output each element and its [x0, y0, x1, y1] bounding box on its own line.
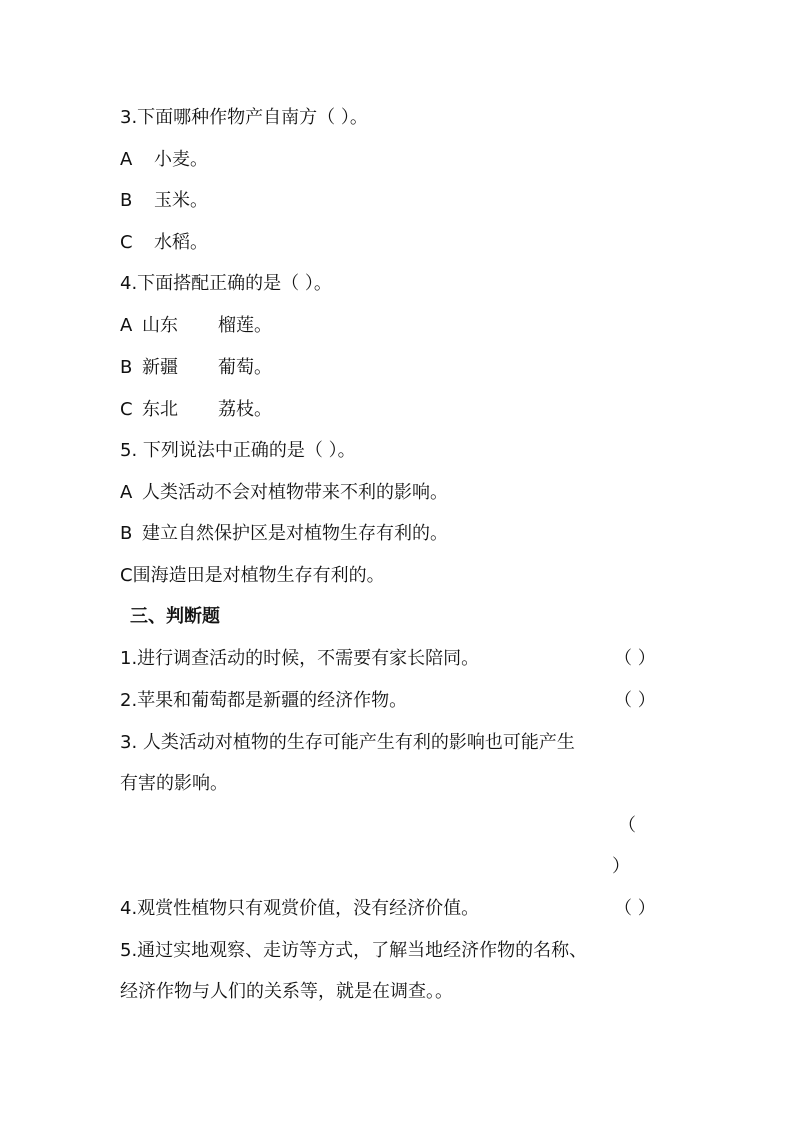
question-5-option-c [120, 564, 385, 588]
question-3-stem: 3.下面哪种作物产自南方（ ）。 [120, 107, 368, 128]
question-5-option-b [120, 522, 448, 546]
judgement-2-text: 2.苹果和葡萄都是新疆的经济作物。 [120, 690, 408, 711]
question-4-option-c [120, 398, 272, 422]
question-4-option-b [120, 356, 272, 380]
question-5-stem: 5. 下列说法中正确的是（ ）。 [120, 440, 356, 461]
option-text: 葡萄。 [218, 357, 272, 378]
question-5-option-a [120, 481, 448, 505]
option-region: 新疆 [142, 357, 178, 378]
section-heading: 三、判断题 [130, 606, 220, 627]
judgement-4-text: 4.观赏性植物只有观赏价值，没有经济价值。 [120, 898, 480, 919]
question-3-option-b [120, 189, 208, 213]
judgement-3-paren-close: ） [612, 856, 630, 877]
option-letter: A [120, 315, 133, 336]
judgement-3-paren-open: （ [618, 815, 636, 836]
judgement-5-text-line1: 5.通过实地观察、走访等方式，了解当地经济作物的名称、 [120, 940, 588, 961]
judgement-2-answer-paren: （ ） [614, 690, 656, 711]
option-letter: C [120, 232, 133, 253]
option-text: 围海造田是对植物生存有利的。 [132, 565, 385, 586]
judgement-1-text: 1.进行调查活动的时候，不需要有家长陪同。 [120, 648, 480, 669]
option-text: 人类活动不会对植物带来不利的影响。 [142, 482, 448, 503]
judgement-5-text-line2: 经济作物与人们的关系等，就是在调查。。 [120, 981, 453, 1002]
option-region: 山东 [142, 315, 178, 336]
option-letter: B [120, 523, 133, 544]
question-3-option-a [120, 148, 208, 172]
option-region: 东北 [142, 399, 178, 420]
option-letter: A [120, 149, 133, 170]
option-text: 玉米。 [154, 190, 208, 211]
option-text: 小麦。 [154, 149, 208, 170]
option-letter: A [120, 482, 133, 503]
judgement-1-answer-paren: （ ） [614, 648, 656, 669]
judgement-3-text-line2: 有害的影响。 [120, 773, 228, 794]
option-letter: B [120, 190, 133, 211]
option-letter: C [120, 399, 133, 420]
question-4-option-a [120, 314, 272, 338]
option-letter: C [120, 565, 133, 586]
option-text: 荔枝。 [218, 399, 272, 420]
judgement-3-text-line1: 3. 人类活动对植物的生存可能产生有利的影响也可能产生 [120, 732, 575, 753]
question-3-option-c [120, 231, 208, 255]
option-letter: B [120, 357, 133, 378]
option-text: 水稻。 [154, 232, 208, 253]
judgement-4-answer-paren: （ ） [614, 898, 656, 919]
option-text: 榴莲。 [218, 315, 272, 336]
option-text: 建立自然保护区是对植物生存有利的。 [142, 523, 448, 544]
question-4-stem: 4.下面搭配正确的是（ ）。 [120, 273, 332, 294]
